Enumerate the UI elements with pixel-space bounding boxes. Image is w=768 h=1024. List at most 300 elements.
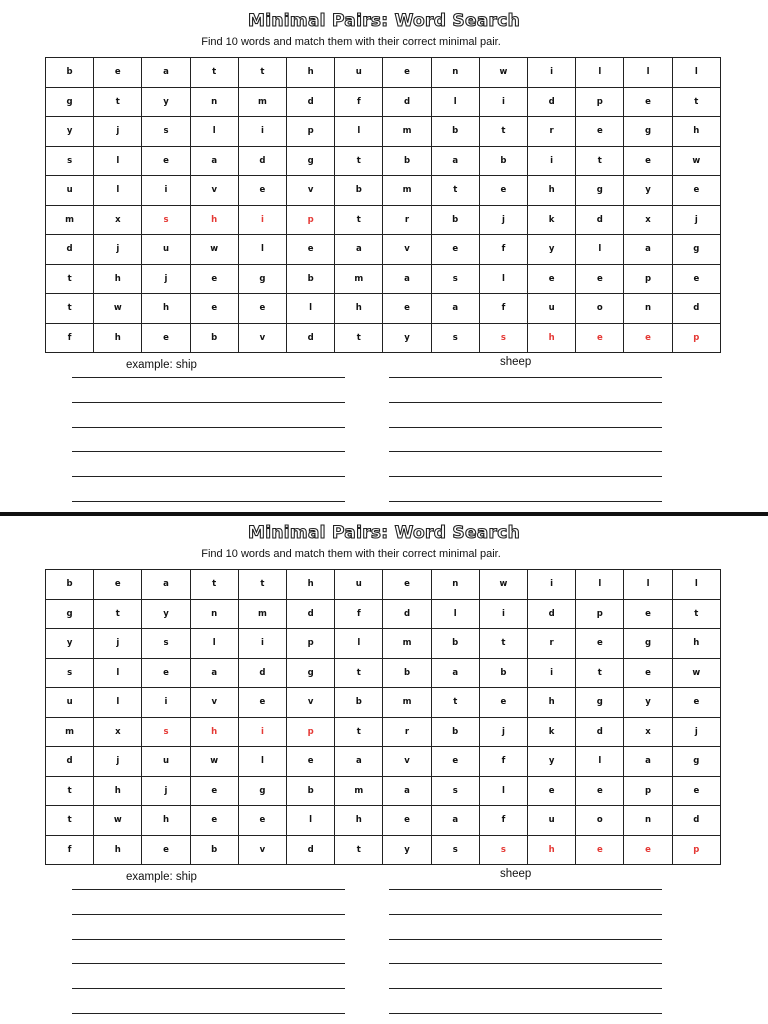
grid-cell[interactable]: b xyxy=(335,688,383,718)
grid-cell[interactable]: x xyxy=(94,717,142,747)
grid-cell[interactable]: l xyxy=(576,747,624,777)
grid-cell[interactable]: f xyxy=(479,747,527,777)
grid-cell[interactable]: x xyxy=(624,205,672,235)
grid-cell[interactable]: p xyxy=(287,205,335,235)
grid-cell[interactable]: a xyxy=(383,264,431,294)
grid-cell[interactable]: u xyxy=(142,235,190,265)
grid-cell[interactable]: b xyxy=(46,570,94,600)
grid-cell[interactable]: p xyxy=(576,87,624,117)
grid-cell[interactable]: j xyxy=(142,264,190,294)
grid-cell[interactable]: b xyxy=(431,717,479,747)
grid-cell[interactable]: a xyxy=(431,294,479,324)
grid-cell[interactable]: t xyxy=(431,688,479,718)
grid-cell[interactable]: g xyxy=(576,688,624,718)
grid-cell[interactable]: l xyxy=(287,806,335,836)
grid-cell[interactable]: n xyxy=(190,599,238,629)
grid-cell[interactable]: a xyxy=(335,235,383,265)
grid-cell[interactable]: g xyxy=(624,117,672,147)
grid-cell[interactable]: i xyxy=(528,146,576,176)
grid-cell[interactable]: h xyxy=(287,58,335,88)
instructions: Find 10 words and match them with their correct minimal pair. xyxy=(201,548,501,560)
grid-cell[interactable]: d xyxy=(287,87,335,117)
answer-line-left xyxy=(72,451,345,452)
grid-cell[interactable]: v xyxy=(190,688,238,718)
grid-cell[interactable]: j xyxy=(94,747,142,777)
grid-cell[interactable]: l xyxy=(479,776,527,806)
grid-cell[interactable]: p xyxy=(672,835,720,865)
grid-cell[interactable]: b xyxy=(287,264,335,294)
grid-cell[interactable]: x xyxy=(94,205,142,235)
grid-cell[interactable]: l xyxy=(576,235,624,265)
grid-cell[interactable]: f xyxy=(46,323,94,353)
grid-cell[interactable]: u xyxy=(46,176,94,206)
grid-cell[interactable]: a xyxy=(624,747,672,777)
grid-cell[interactable]: e xyxy=(94,58,142,88)
answer-line-left xyxy=(72,1013,345,1014)
grid-cell[interactable]: a xyxy=(142,58,190,88)
grid-cell[interactable]: h xyxy=(190,205,238,235)
grid-cell[interactable]: h xyxy=(528,688,576,718)
grid-cell[interactable]: p xyxy=(624,776,672,806)
grid-cell[interactable]: w xyxy=(672,658,720,688)
grid-cell[interactable]: e xyxy=(672,264,720,294)
grid-cell[interactable]: i xyxy=(238,717,286,747)
grid-cell[interactable]: m xyxy=(383,117,431,147)
grid-cell[interactable]: b xyxy=(46,58,94,88)
grid-cell[interactable]: i xyxy=(528,58,576,88)
grid-cell[interactable]: h xyxy=(142,806,190,836)
grid-cell[interactable]: g xyxy=(46,599,94,629)
example-label: example: ship xyxy=(126,871,197,883)
answer-line-left xyxy=(72,402,345,403)
grid-cell[interactable]: s xyxy=(46,146,94,176)
grid-cell[interactable]: e xyxy=(576,117,624,147)
grid-cell[interactable]: e xyxy=(528,776,576,806)
grid-cell[interactable]: v xyxy=(287,688,335,718)
answer-line-right xyxy=(389,939,662,940)
grid-cell[interactable]: m xyxy=(335,776,383,806)
grid-cell[interactable]: y xyxy=(142,87,190,117)
grid-cell[interactable]: n xyxy=(431,58,479,88)
answer-line-right xyxy=(389,476,662,477)
grid-cell[interactable]: t xyxy=(238,570,286,600)
grid-cell[interactable]: e xyxy=(479,688,527,718)
grid-cell[interactable]: t xyxy=(190,570,238,600)
grid-cell[interactable]: u xyxy=(335,58,383,88)
grid-cell[interactable]: y xyxy=(528,747,576,777)
grid-cell[interactable]: s xyxy=(142,629,190,659)
grid-cell[interactable]: e xyxy=(94,570,142,600)
grid-cell[interactable]: t xyxy=(94,87,142,117)
grid-cell[interactable]: i xyxy=(142,688,190,718)
grid-cell[interactable]: e xyxy=(287,235,335,265)
grid-cell[interactable]: l xyxy=(672,58,720,88)
grid-cell[interactable]: p xyxy=(576,599,624,629)
grid-cell[interactable]: r xyxy=(383,205,431,235)
grid-cell[interactable]: a xyxy=(383,776,431,806)
grid-cell[interactable]: d xyxy=(238,658,286,688)
example-label: example: ship xyxy=(126,359,197,371)
grid-cell[interactable]: b xyxy=(431,117,479,147)
grid-cell[interactable]: e xyxy=(672,776,720,806)
grid-cell[interactable]: i xyxy=(238,205,286,235)
grid-cell[interactable]: j xyxy=(94,117,142,147)
grid-cell[interactable]: d xyxy=(287,599,335,629)
grid-cell[interactable]: g xyxy=(576,176,624,206)
worksheet-title: Minimal Pairs: Word Search xyxy=(247,11,521,31)
grid-cell[interactable]: e xyxy=(624,87,672,117)
grid-cell[interactable]: n xyxy=(624,294,672,324)
grid-cell[interactable]: e xyxy=(576,264,624,294)
grid-cell[interactable]: b xyxy=(431,205,479,235)
answer-line-right xyxy=(389,889,662,890)
grid-cell[interactable]: x xyxy=(624,717,672,747)
grid-cell[interactable]: e xyxy=(142,835,190,865)
grid-cell[interactable]: l xyxy=(335,629,383,659)
grid-cell[interactable]: u xyxy=(142,747,190,777)
grid-cell[interactable]: d xyxy=(383,599,431,629)
grid-cell[interactable]: t xyxy=(335,835,383,865)
grid-cell[interactable]: b xyxy=(383,146,431,176)
answer-line-right xyxy=(389,914,662,915)
grid-cell[interactable]: h xyxy=(528,176,576,206)
grid-cell[interactable]: n xyxy=(431,570,479,600)
grid-cell[interactable]: h xyxy=(94,835,142,865)
grid-cell[interactable]: e xyxy=(576,776,624,806)
grid-cell[interactable]: u xyxy=(46,688,94,718)
grid-cell[interactable]: w xyxy=(94,294,142,324)
grid-cell[interactable]: e xyxy=(672,688,720,718)
grid-cell[interactable]: e xyxy=(142,658,190,688)
grid-cell[interactable]: h xyxy=(672,629,720,659)
grid-cell[interactable]: h xyxy=(94,323,142,353)
grid-cell[interactable]: y xyxy=(46,629,94,659)
grid-cell[interactable]: s xyxy=(431,835,479,865)
grid-cell[interactable]: j xyxy=(672,717,720,747)
grid-cell[interactable]: b xyxy=(479,658,527,688)
grid-cell[interactable]: h xyxy=(672,117,720,147)
grid-cell[interactable]: y xyxy=(624,176,672,206)
grid-cell[interactable]: e xyxy=(190,294,238,324)
grid-cell[interactable]: g xyxy=(238,776,286,806)
answer-line-left xyxy=(72,427,345,428)
grid-row xyxy=(46,806,721,836)
grid-cell[interactable]: m xyxy=(46,717,94,747)
grid-cell[interactable]: a xyxy=(431,146,479,176)
grid-cell[interactable]: m xyxy=(383,629,431,659)
grid-cell[interactable]: v xyxy=(190,176,238,206)
grid-cell[interactable]: p xyxy=(287,717,335,747)
grid-cell[interactable]: e xyxy=(142,146,190,176)
grid-cell[interactable]: e xyxy=(142,323,190,353)
grid-cell[interactable]: g xyxy=(624,629,672,659)
grid-cell[interactable]: d xyxy=(238,146,286,176)
answer-line-right xyxy=(389,427,662,428)
grid-row xyxy=(46,747,721,777)
grid-cell[interactable]: l xyxy=(94,688,142,718)
grid-cell[interactable]: t xyxy=(576,658,624,688)
grid-cell[interactable]: v xyxy=(383,235,431,265)
grid-cell[interactable]: f xyxy=(479,294,527,324)
grid-cell[interactable]: l xyxy=(431,87,479,117)
grid-cell[interactable]: i xyxy=(238,117,286,147)
grid-cell[interactable]: w xyxy=(190,747,238,777)
grid-cell[interactable]: h xyxy=(94,776,142,806)
grid-cell[interactable]: l xyxy=(287,294,335,324)
grid-cell[interactable]: h xyxy=(287,570,335,600)
grid-cell[interactable]: i xyxy=(238,629,286,659)
grid-cell[interactable]: v xyxy=(238,323,286,353)
grid-cell[interactable]: e xyxy=(190,264,238,294)
grid-cell[interactable]: t xyxy=(672,87,720,117)
grid-cell[interactable]: g xyxy=(672,235,720,265)
grid-cell[interactable]: g xyxy=(287,146,335,176)
grid-cell[interactable]: l xyxy=(576,58,624,88)
grid-cell[interactable]: t xyxy=(46,776,94,806)
grid-cell[interactable]: g xyxy=(287,658,335,688)
grid-cell[interactable]: v xyxy=(383,747,431,777)
grid-cell[interactable]: y xyxy=(528,235,576,265)
grid-cell[interactable]: e xyxy=(238,806,286,836)
grid-cell[interactable]: g xyxy=(238,264,286,294)
grid-cell[interactable]: p xyxy=(287,629,335,659)
grid-cell[interactable]: s xyxy=(431,323,479,353)
grid-cell[interactable]: e xyxy=(624,658,672,688)
grid-cell[interactable]: v xyxy=(287,176,335,206)
grid-cell[interactable]: t xyxy=(335,146,383,176)
grid-cell[interactable]: d xyxy=(528,599,576,629)
grid-cell[interactable]: d xyxy=(576,717,624,747)
grid-cell[interactable]: e xyxy=(672,176,720,206)
grid-cell[interactable]: t xyxy=(46,294,94,324)
grid-cell[interactable]: o xyxy=(576,294,624,324)
grid-cell[interactable]: m xyxy=(238,599,286,629)
grid-cell[interactable]: t xyxy=(479,629,527,659)
grid-cell[interactable]: b xyxy=(190,323,238,353)
grid-cell[interactable]: e xyxy=(624,146,672,176)
grid-cell[interactable]: l xyxy=(672,570,720,600)
grid-cell[interactable]: s xyxy=(431,264,479,294)
grid-cell[interactable]: j xyxy=(142,776,190,806)
grid-cell[interactable]: e xyxy=(528,264,576,294)
grid-cell[interactable]: m xyxy=(335,264,383,294)
grid-cell[interactable]: s xyxy=(46,658,94,688)
grid-cell[interactable]: d xyxy=(287,323,335,353)
grid-cell[interactable]: r xyxy=(528,117,576,147)
grid-cell[interactable]: j xyxy=(94,235,142,265)
grid-cell[interactable]: h xyxy=(528,323,576,353)
grid-cell[interactable]: l xyxy=(624,58,672,88)
grid-cell[interactable]: p xyxy=(672,323,720,353)
grid-cell[interactable]: k xyxy=(528,205,576,235)
grid-cell[interactable]: e xyxy=(238,294,286,324)
grid-cell[interactable]: b xyxy=(431,629,479,659)
grid-cell[interactable]: f xyxy=(335,599,383,629)
grid-cell[interactable]: d xyxy=(46,747,94,777)
grid-cell[interactable]: e xyxy=(624,323,672,353)
grid-cell[interactable]: e xyxy=(576,629,624,659)
grid-cell[interactable]: v xyxy=(238,835,286,865)
grid-cell[interactable]: w xyxy=(479,58,527,88)
grid-cell[interactable]: t xyxy=(335,323,383,353)
grid-cell[interactable]: e xyxy=(576,835,624,865)
grid-cell[interactable]: l xyxy=(94,658,142,688)
grid-cell[interactable]: d xyxy=(672,806,720,836)
grid-cell[interactable]: r xyxy=(528,629,576,659)
grid-cell[interactable]: e xyxy=(431,235,479,265)
grid-cell[interactable]: e xyxy=(576,323,624,353)
grid-cell[interactable]: s xyxy=(142,117,190,147)
grid-cell[interactable]: h xyxy=(142,294,190,324)
grid-cell[interactable]: t xyxy=(94,599,142,629)
grid-cell[interactable]: t xyxy=(335,658,383,688)
grid-cell[interactable]: h xyxy=(335,806,383,836)
grid-cell[interactable]: l xyxy=(335,117,383,147)
grid-cell[interactable]: g xyxy=(672,747,720,777)
grid-cell[interactable]: l xyxy=(94,146,142,176)
grid-cell[interactable]: a xyxy=(335,747,383,777)
grid-cell[interactable]: e xyxy=(624,599,672,629)
grid-cell[interactable]: s xyxy=(431,776,479,806)
grid-cell[interactable]: h xyxy=(94,264,142,294)
grid-cell[interactable]: l xyxy=(431,599,479,629)
grid-cell[interactable]: h xyxy=(528,835,576,865)
grid-cell[interactable]: t xyxy=(335,205,383,235)
grid-cell[interactable]: d xyxy=(287,835,335,865)
grid-cell[interactable]: l xyxy=(190,117,238,147)
grid-cell[interactable]: u xyxy=(528,806,576,836)
grid-cell[interactable]: e xyxy=(383,58,431,88)
grid-cell[interactable]: t xyxy=(479,117,527,147)
grid-cell[interactable]: e xyxy=(383,570,431,600)
grid-cell[interactable]: s xyxy=(479,323,527,353)
grid-cell[interactable]: y xyxy=(624,688,672,718)
grid-cell[interactable]: o xyxy=(576,806,624,836)
grid-cell[interactable]: e xyxy=(431,747,479,777)
grid-cell[interactable]: b xyxy=(383,658,431,688)
grid-cell[interactable]: w xyxy=(479,570,527,600)
grid-cell[interactable]: e xyxy=(479,176,527,206)
grid-cell[interactable]: t xyxy=(335,717,383,747)
grid-cell[interactable]: y xyxy=(383,835,431,865)
grid-cell[interactable]: b xyxy=(335,176,383,206)
grid-cell[interactable]: t xyxy=(190,58,238,88)
word-search-grid xyxy=(45,569,721,865)
grid-cell[interactable]: e xyxy=(383,806,431,836)
grid-cell[interactable]: a xyxy=(431,658,479,688)
grid-cell[interactable]: h xyxy=(190,717,238,747)
grid-cell[interactable]: j xyxy=(479,205,527,235)
grid-cell[interactable]: u xyxy=(335,570,383,600)
grid-cell[interactable]: g xyxy=(46,87,94,117)
grid-cell[interactable]: t xyxy=(576,146,624,176)
grid-cell[interactable]: w xyxy=(672,146,720,176)
grid-cell[interactable]: e xyxy=(190,806,238,836)
grid-cell[interactable]: k xyxy=(528,717,576,747)
grid-cell[interactable]: w xyxy=(190,235,238,265)
grid-cell[interactable]: e xyxy=(238,176,286,206)
grid-cell[interactable]: a xyxy=(624,235,672,265)
grid-cell[interactable]: s xyxy=(142,205,190,235)
grid-cell[interactable]: y xyxy=(46,117,94,147)
grid-cell[interactable]: y xyxy=(142,599,190,629)
grid-row xyxy=(46,776,721,806)
grid-cell[interactable]: b xyxy=(479,146,527,176)
grid-cell[interactable]: d xyxy=(46,235,94,265)
grid-cell[interactable]: e xyxy=(190,776,238,806)
grid-cell[interactable]: m xyxy=(238,87,286,117)
grid-cell[interactable]: e xyxy=(624,835,672,865)
grid-cell[interactable]: t xyxy=(46,806,94,836)
worksheet xyxy=(0,512,768,1024)
grid-cell[interactable]: f xyxy=(479,235,527,265)
grid-cell[interactable]: e xyxy=(238,688,286,718)
grid-cell[interactable]: d xyxy=(528,87,576,117)
grid-cell[interactable]: i xyxy=(142,176,190,206)
grid-cell[interactable]: l xyxy=(479,264,527,294)
grid-cell[interactable]: t xyxy=(238,58,286,88)
grid-cell[interactable]: e xyxy=(287,747,335,777)
grid-cell[interactable]: i xyxy=(479,599,527,629)
grid-cell[interactable]: r xyxy=(383,717,431,747)
grid-cell[interactable]: m xyxy=(383,176,431,206)
grid-cell[interactable]: n xyxy=(190,87,238,117)
grid-cell[interactable]: b xyxy=(287,776,335,806)
grid-cell[interactable]: d xyxy=(672,294,720,324)
grid-cell[interactable]: d xyxy=(383,87,431,117)
grid-cell[interactable]: j xyxy=(479,717,527,747)
grid-cell[interactable]: b xyxy=(190,835,238,865)
grid-cell[interactable]: a xyxy=(190,658,238,688)
grid-cell[interactable]: f xyxy=(335,87,383,117)
grid-cell[interactable]: p xyxy=(624,264,672,294)
grid-cell[interactable]: d xyxy=(576,205,624,235)
grid-cell[interactable]: t xyxy=(672,599,720,629)
grid-cell[interactable]: l xyxy=(576,570,624,600)
grid-cell[interactable]: s xyxy=(142,717,190,747)
grid-cell[interactable]: l xyxy=(238,235,286,265)
grid-cell[interactable]: i xyxy=(479,87,527,117)
grid-cell[interactable]: p xyxy=(287,117,335,147)
grid-cell[interactable]: l xyxy=(190,629,238,659)
grid-cell[interactable]: s xyxy=(479,835,527,865)
grid-cell[interactable]: l xyxy=(624,570,672,600)
grid-cell[interactable]: w xyxy=(94,806,142,836)
grid-cell[interactable]: t xyxy=(431,176,479,206)
grid-cell[interactable]: t xyxy=(46,264,94,294)
grid-cell[interactable]: i xyxy=(528,570,576,600)
grid-cell[interactable]: m xyxy=(46,205,94,235)
grid-cell[interactable]: a xyxy=(142,570,190,600)
answer-line-right xyxy=(389,1013,662,1014)
grid-cell[interactable]: j xyxy=(94,629,142,659)
grid-cell[interactable]: j xyxy=(672,205,720,235)
grid-row xyxy=(46,117,721,147)
grid-cell[interactable]: a xyxy=(190,146,238,176)
grid-cell[interactable]: n xyxy=(624,806,672,836)
grid-cell[interactable]: i xyxy=(528,658,576,688)
grid-cell[interactable]: f xyxy=(46,835,94,865)
grid-cell[interactable]: m xyxy=(383,688,431,718)
grid-cell[interactable]: l xyxy=(94,176,142,206)
grid-cell[interactable]: u xyxy=(528,294,576,324)
grid-cell[interactable]: h xyxy=(335,294,383,324)
grid-cell[interactable]: e xyxy=(383,294,431,324)
grid-cell[interactable]: f xyxy=(479,806,527,836)
grid-cell[interactable]: a xyxy=(431,806,479,836)
grid-cell[interactable]: l xyxy=(238,747,286,777)
grid-cell[interactable]: y xyxy=(383,323,431,353)
